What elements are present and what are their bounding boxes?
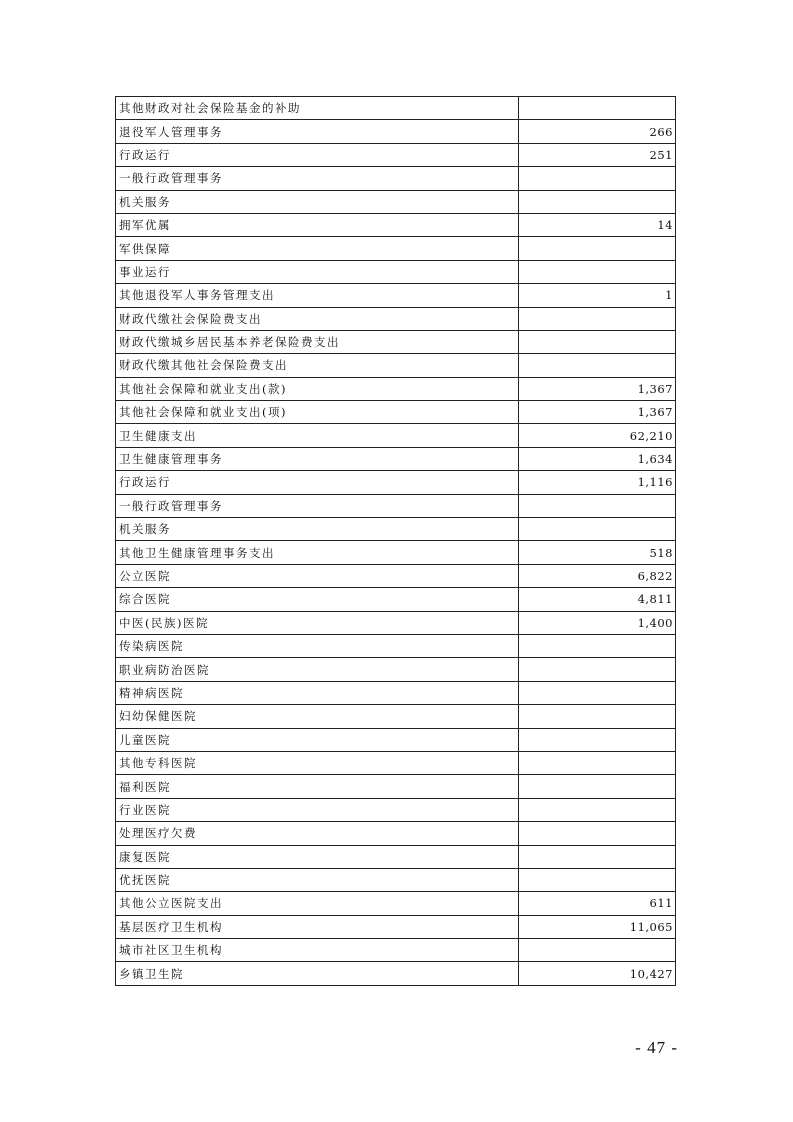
table-row <box>116 190 676 213</box>
row-label: 城市社区卫生机构 <box>116 939 519 962</box>
row-label: 优抚医院 <box>116 868 519 891</box>
row-label: 行政运行 <box>116 143 519 166</box>
row-label: 一般行政管理事务 <box>116 494 519 517</box>
row-amount <box>519 775 676 798</box>
table-row <box>116 330 676 353</box>
row-label: 其他社会保障和就业支出(项) <box>116 401 519 424</box>
table-row <box>116 939 676 962</box>
row-label: 其他专科医院 <box>116 751 519 774</box>
table-row <box>116 845 676 868</box>
table-row <box>116 822 676 845</box>
table-row <box>116 518 676 541</box>
row-label: 行业医院 <box>116 798 519 821</box>
row-amount <box>519 307 676 330</box>
row-amount: 10,427 <box>519 962 676 985</box>
row-amount <box>519 237 676 260</box>
table-row <box>116 962 676 985</box>
row-label: 拥军优属 <box>116 213 519 236</box>
row-label: 机关服务 <box>116 518 519 541</box>
row-amount: 1,116 <box>519 471 676 494</box>
table-row <box>116 401 676 424</box>
table-row <box>116 868 676 891</box>
row-label: 儿童医院 <box>116 728 519 751</box>
row-label: 妇幼保健医院 <box>116 705 519 728</box>
row-label: 综合医院 <box>116 588 519 611</box>
row-amount: 1,400 <box>519 611 676 634</box>
row-amount: 251 <box>519 143 676 166</box>
row-label: 卫生健康管理事务 <box>116 447 519 470</box>
table-row <box>116 634 676 657</box>
table-row <box>116 354 676 377</box>
row-amount <box>519 845 676 868</box>
budget-table-body <box>116 97 676 986</box>
table-row <box>116 424 676 447</box>
table-row <box>116 471 676 494</box>
row-amount <box>519 97 676 120</box>
table-row <box>116 143 676 166</box>
table-row <box>116 284 676 307</box>
row-amount: 11,065 <box>519 915 676 938</box>
row-amount <box>519 728 676 751</box>
row-label: 传染病医院 <box>116 634 519 657</box>
table-row <box>116 447 676 470</box>
row-label: 军供保障 <box>116 237 519 260</box>
row-amount <box>519 518 676 541</box>
row-label: 财政代缴其他社会保险费支出 <box>116 354 519 377</box>
row-label: 卫生健康支出 <box>116 424 519 447</box>
row-amount <box>519 354 676 377</box>
row-label: 公立医院 <box>116 564 519 587</box>
table-row <box>116 97 676 120</box>
row-label: 康复医院 <box>116 845 519 868</box>
row-amount <box>519 868 676 891</box>
row-amount <box>519 658 676 681</box>
row-amount: 62,210 <box>519 424 676 447</box>
table-row <box>116 541 676 564</box>
row-label: 一般行政管理事务 <box>116 167 519 190</box>
row-amount <box>519 798 676 821</box>
row-amount <box>519 634 676 657</box>
row-label: 中医(民族)医院 <box>116 611 519 634</box>
row-label: 福利医院 <box>116 775 519 798</box>
row-label: 其他退役军人事务管理支出 <box>116 284 519 307</box>
row-amount: 1,367 <box>519 377 676 400</box>
page-number: - 47 - <box>635 1038 678 1057</box>
row-amount <box>519 330 676 353</box>
table-row <box>116 915 676 938</box>
row-amount: 518 <box>519 541 676 564</box>
row-amount: 6,822 <box>519 564 676 587</box>
table-row <box>116 728 676 751</box>
row-amount <box>519 822 676 845</box>
table-row <box>116 564 676 587</box>
table-row <box>116 237 676 260</box>
row-amount <box>519 705 676 728</box>
row-label: 机关服务 <box>116 190 519 213</box>
row-label: 行政运行 <box>116 471 519 494</box>
row-amount: 1,634 <box>519 447 676 470</box>
table-row <box>116 588 676 611</box>
row-amount: 1,367 <box>519 401 676 424</box>
table-row <box>116 798 676 821</box>
budget-table <box>115 96 676 986</box>
row-label: 事业运行 <box>116 260 519 283</box>
row-amount: 611 <box>519 892 676 915</box>
row-amount: 1 <box>519 284 676 307</box>
table-row <box>116 892 676 915</box>
table-row <box>116 307 676 330</box>
row-label: 基层医疗卫生机构 <box>116 915 519 938</box>
table-row <box>116 751 676 774</box>
row-amount: 14 <box>519 213 676 236</box>
row-amount <box>519 260 676 283</box>
row-amount <box>519 167 676 190</box>
table-row <box>116 775 676 798</box>
row-label: 处理医疗欠费 <box>116 822 519 845</box>
row-amount: 266 <box>519 120 676 143</box>
row-amount <box>519 494 676 517</box>
table-row <box>116 658 676 681</box>
row-label: 职业病防治医院 <box>116 658 519 681</box>
table-row <box>116 681 676 704</box>
row-label: 财政代缴社会保险费支出 <box>116 307 519 330</box>
row-amount <box>519 939 676 962</box>
row-amount <box>519 751 676 774</box>
table-row <box>116 167 676 190</box>
table-row <box>116 705 676 728</box>
row-label: 其他卫生健康管理事务支出 <box>116 541 519 564</box>
table-row <box>116 120 676 143</box>
table-row <box>116 611 676 634</box>
row-amount <box>519 681 676 704</box>
row-label: 其他财政对社会保险基金的补助 <box>116 97 519 120</box>
table-row <box>116 377 676 400</box>
table-row <box>116 213 676 236</box>
row-label: 其他社会保障和就业支出(款) <box>116 377 519 400</box>
table-row <box>116 494 676 517</box>
row-amount: 4,811 <box>519 588 676 611</box>
row-label: 乡镇卫生院 <box>116 962 519 985</box>
row-label: 精神病医院 <box>116 681 519 704</box>
row-label: 财政代缴城乡居民基本养老保险费支出 <box>116 330 519 353</box>
row-amount <box>519 190 676 213</box>
row-label: 其他公立医院支出 <box>116 892 519 915</box>
row-label: 退役军人管理事务 <box>116 120 519 143</box>
table-row <box>116 260 676 283</box>
